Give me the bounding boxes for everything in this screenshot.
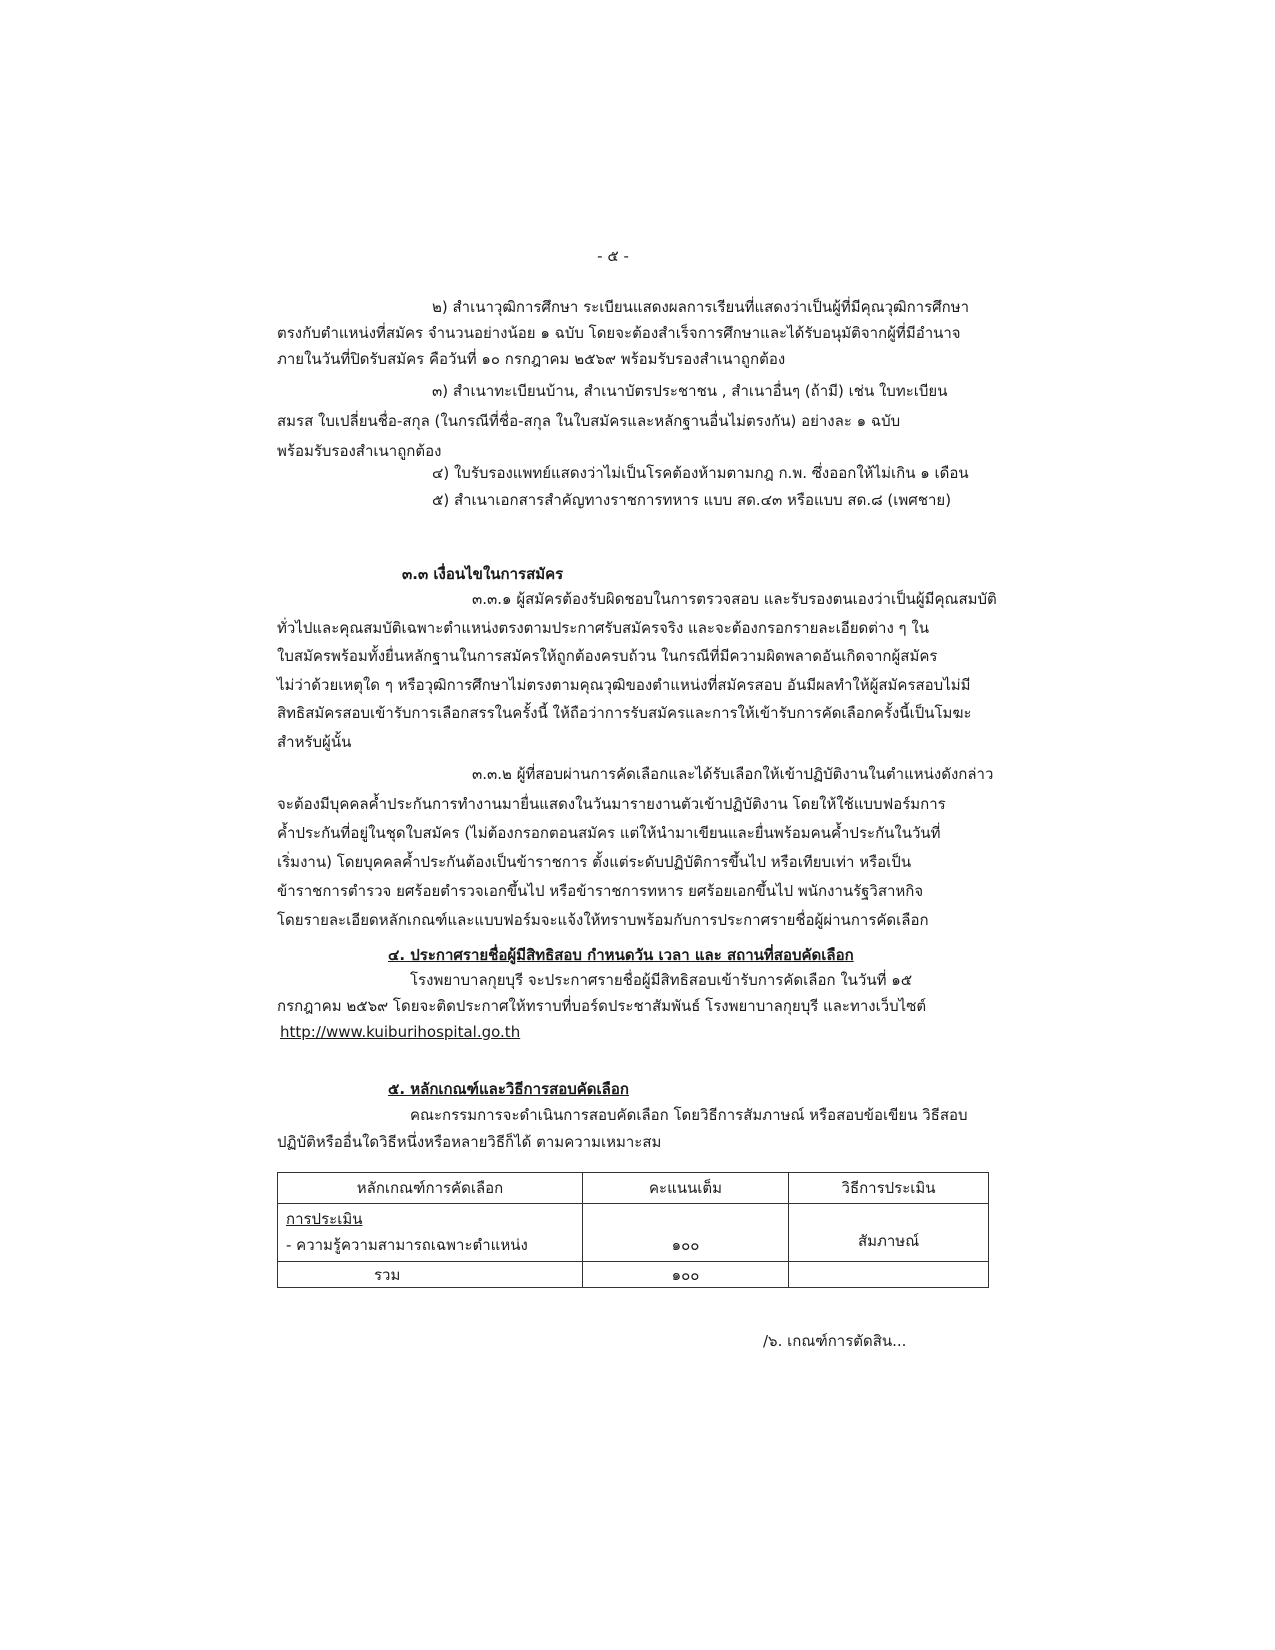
doc-item-2-line-1: ๒) สำเนาวุฒิการศึกษา ระเบียนแสดงผลการเรียนที่แสดงว่าเป็นผู้ที่มีคุณวุฒิการศึกษา xyxy=(432,298,970,316)
section-3-3-2-line-2: จะต้องมีบุคคลค้ำประกันการทำงานมายื่นแสดงในวันมารายงานตัวเข้าปฏิบัติงาน โดยให้ใช้แบบฟอร์มการ xyxy=(277,795,946,813)
section-3-3-2-line-6: โดยรายละเอียดหลักเกณฑ์และแบบฟอร์มจะแจ้งให้ทราบพร้อมกับการประกาศรายชื่อผู้ผ่านการคัดเลือก xyxy=(277,911,929,929)
doc-item-2-line-3: ภายในวันที่ปิดรับสมัคร คือวันที่ ๑๐ กรกฎาคม ๒๕๖๙ พร้อมรับรองสำเนาถูกต้อง xyxy=(277,350,786,368)
table-row xyxy=(278,1204,989,1262)
section-3-3-2-line-5: ข้าราชการตำรวจ ยศร้อยตำรวจเอกขึ้นไป หรือข้าราชการทหาร ยศร้อยเอกขึ้นไป พนักงานรัฐวิสาหกิจ xyxy=(277,882,924,900)
table-cell-method xyxy=(789,1204,989,1262)
section-3-3-1-line-4: ไม่ว่าด้วยเหตุใด ๆ หรือวุฒิการศึกษาไม่ตรงตามคุณวุฒิของตำแหน่งที่สมัครสอบ อันมีผลทำให้ผู้สมัครสอบไม่มี xyxy=(277,676,971,694)
section-3-3-heading: ๓.๓ เงื่อนไขในการสมัคร xyxy=(402,565,564,583)
criteria-table xyxy=(277,1172,989,1288)
doc-item-3-line-1: ๓) สำเนาทะเบียนบ้าน, สำเนาบัตรประชาชน , สำเนาอื่นๆ (ถ้ามี) เช่น ใบทะเบียน xyxy=(432,382,948,400)
doc-item-2-line-2: ตรงกับตำแหน่งที่สมัคร จำนวนอย่างน้อย ๑ ฉบับ โดยจะต้องสำเร็จการศึกษาและได้รับอนุมัติจากผู้ที่มีอำนาจ xyxy=(277,324,961,342)
section-4-line-1: โรงพยาบาลกุยบุรี จะประกาศรายชื่อผู้มีสิทธิสอบเข้ารับการคัดเลือก ในวันที่ ๑๕ xyxy=(410,971,913,989)
section-5-line-1: คณะกรรมการจะดำเนินการสอบคัดเลือก โดยวิธีการสัมภาษณ์ หรือสอบข้อเขียน วิธีสอบ xyxy=(410,1106,968,1124)
section-5-heading: ๕. หลักเกณฑ์และวิธีการสอบคัดเลือก xyxy=(388,1080,629,1098)
table-total-label: รวม xyxy=(278,1262,583,1288)
table-header-criteria: หลักเกณฑ์การคัดเลือก xyxy=(278,1173,583,1204)
section-3-3-1-line-1: ๓.๓.๑ ผู้สมัครต้องรับผิดชอบในการตรวจสอบ และรับรองตนเองว่าเป็นผู้มีคุณสมบัติ xyxy=(472,590,997,608)
section-3-3-1-line-3: ใบสมัครพร้อมทั้งยื่นหลักฐานในการสมัครให้ถูกต้องครบถ้วน ในกรณีที่มีความผิดพลาดอันเกิดจากผู้สมัคร xyxy=(277,647,938,665)
section-3-3-2-line-3: ค้ำประกันที่อยู่ในชุดใบสมัคร (ไม่ต้องกรอกตอนสมัคร แต่ให้นำมาเขียนและยื่นพร้อมคนค้ำประกันในวันที่ xyxy=(277,824,941,842)
table-cell-score xyxy=(583,1204,789,1262)
section-3-3-1-line-2: ทั่วไปและคุณสมบัติเฉพาะตำแหน่งตรงตามประกาศรับสมัครจริง และจะต้องกรอกรายละเอียดต่าง ๆ ใน xyxy=(277,619,929,637)
doc-item-4: ๔) ใบรับรองแพทย์แสดงว่าไม่เป็นโรคต้องห้ามตามกฎ ก.พ. ซึ่งออกให้ไม่เกิน ๑ เดือน xyxy=(432,464,969,482)
section-3-3-1-line-6: สำหรับผู้นั้น xyxy=(277,733,352,751)
section-3-3-2-line-4: เริ่มงาน) โดยบุคคลค้ำประกันต้องเป็นข้าราชการ ตั้งแต่ระดับปฏิบัติการขึ้นไป หรือเทียบเท่า หรือเป็น xyxy=(277,853,912,871)
table-row-score: ๑๐๐ xyxy=(671,1236,700,1254)
table-cell-criteria xyxy=(278,1204,583,1262)
table-row-label: - ความรู้ความสามารถเฉพาะตำแหน่ง xyxy=(286,1236,528,1254)
doc-item-3-line-2: สมรส ใบเปลี่ยนชื่อ-สกุล (ในกรณีที่ชื่อ-สกุล ในใบสมัครและหลักฐานอื่นไม่ตรงกัน) อย่างละ ๑ ฉบับ xyxy=(277,412,901,430)
section-4-line-2: กรกฎาคม ๒๕๖๙ โดยจะติดประกาศให้ทราบที่บอร์ดประชาสัมพันธ์ โรงพยาบาลกุยบุรี และทางเว็บไซต์ xyxy=(277,997,927,1015)
hospital-website-link[interactable]: http://www.kuiburihospital.go.th xyxy=(280,1023,521,1041)
section-3-3-2-line-1: ๓.๓.๒ ผู้ที่สอบผ่านการคัดเลือกและได้รับเลือกให้เข้าปฏิบัติงานในตำแหน่งดังกล่าว xyxy=(472,765,994,783)
footer-continuation: /๖. เกณฑ์การตัดสิน... xyxy=(763,1332,907,1350)
table-total-row xyxy=(278,1262,989,1288)
doc-item-5: ๕) สำเนาเอกสารสำคัญทางราชการทหาร แบบ สด.๔๓ หรือแบบ สด.๘ (เพศชาย) xyxy=(432,491,952,509)
doc-item-3-line-3: พร้อมรับรองสำเนาถูกต้อง xyxy=(277,442,442,460)
page-number: - ๕ - xyxy=(597,247,629,265)
table-total-score: ๑๐๐ xyxy=(583,1262,789,1288)
section-4-heading: ๔. ประกาศรายชื่อผู้มีสิทธิสอบ กำหนดวัน เวลา และ สถานที่สอบคัดเลือก xyxy=(388,946,854,964)
section-3-3-1-line-5: สิทธิสมัครสอบเข้ารับการเลือกสรรในครั้งนี้ ให้ถือว่าการรับสมัครและการให้เข้ารับการคัดเลือกครั้งนี้เป็นโมฆะ xyxy=(277,704,972,722)
table-header-score: คะแนนเต็ม xyxy=(583,1173,789,1204)
table-header-method: วิธีการประเมิน xyxy=(789,1173,989,1204)
section-5-line-2: ปฏิบัติหรืออื่นใดวิธีหนึ่งหรือหลายวิธีก็ได้ ตามความเหมาะสม xyxy=(277,1133,662,1151)
table-header-row xyxy=(278,1173,989,1204)
table-group-label: การประเมิน xyxy=(286,1210,363,1228)
table-total-method-empty xyxy=(789,1262,989,1288)
table-row-method: สัมภาษณ์ xyxy=(857,1232,920,1250)
